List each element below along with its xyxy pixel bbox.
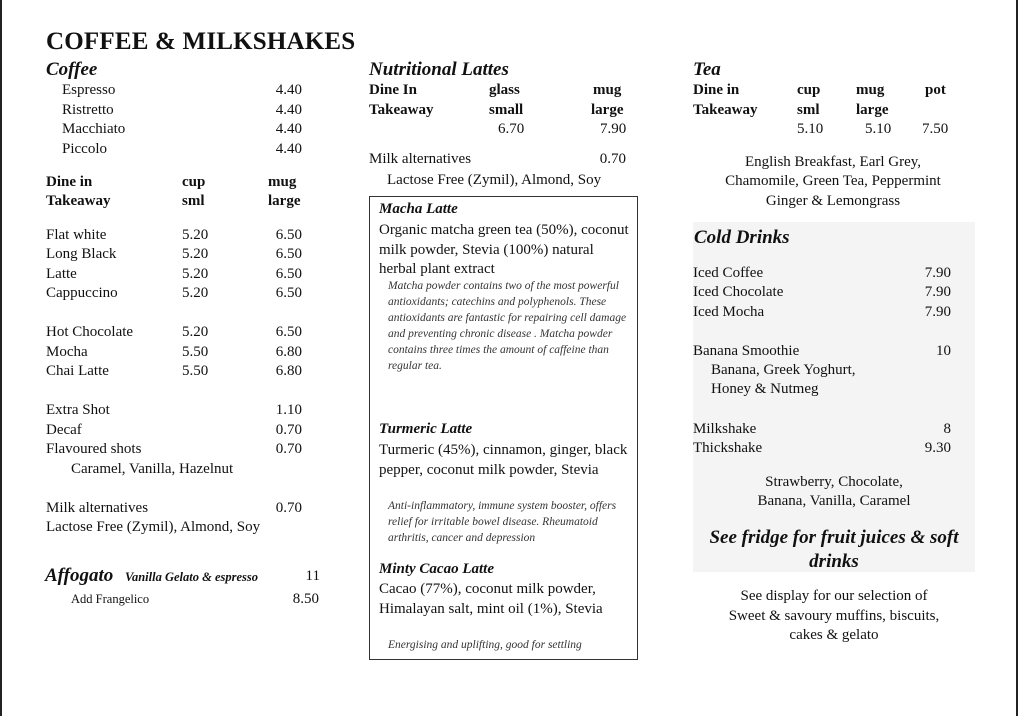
sml-label: sml xyxy=(182,193,205,209)
macha-latte-note: Matcha powder contains two of the most powerful antioxidants; catechins and polyphenols. These antioxidants are fantastic for repairing cell damage and preventing chronic disease . Matcha powder contains three times the amount of caffeine than regular tea. xyxy=(388,280,627,372)
macha-latte-ingredients: Organic matcha green tea (50%), coconut milk powder, Stevia (100%) natural herbal plant extract xyxy=(379,222,629,278)
item-name: Iced Mocha xyxy=(693,304,765,320)
item-price-sml: 5.20 xyxy=(182,266,209,282)
milk-alt-label: Milk alternatives xyxy=(369,151,472,167)
large-label: large xyxy=(268,193,301,209)
item-name: Ristretto xyxy=(62,102,114,118)
item-price-large: 6.80 xyxy=(275,363,302,379)
frangelico-price: 8.50 xyxy=(292,591,319,607)
item-name: Latte xyxy=(46,266,77,282)
display-note-line-3: cakes & gelato xyxy=(789,627,879,643)
item-name: Piccolo xyxy=(62,141,107,157)
item-name: Iced Coffee xyxy=(693,265,764,281)
lattes-heading: Nutritional Lattes xyxy=(369,59,509,80)
takeaway-label: Takeaway xyxy=(46,193,111,209)
list-item xyxy=(62,101,302,121)
item-name: Hot Chocolate xyxy=(46,324,134,340)
cup-label: cup xyxy=(182,174,206,190)
affogato-name: Affogato xyxy=(45,565,114,586)
item-price: 7.90 xyxy=(924,304,951,320)
affogato-price: 11 xyxy=(305,568,320,584)
minty-cacao-latte-ingredients: Cacao (77%), coconut milk powder, Himalayan salt, mint oil (1%), Stevia xyxy=(379,581,603,617)
sml-label: sml xyxy=(797,102,820,118)
turmeric-latte-ingredients: Turmeric (45%), cinnamon, ginger, black pepper, coconut milk powder, Stevia xyxy=(379,442,628,478)
item-name: Thickshake xyxy=(693,440,763,456)
dine-in-label: Dine in xyxy=(46,174,93,190)
minty-cacao-latte-title: Minty Cacao Latte xyxy=(379,561,494,577)
dine-in-label: Dine in xyxy=(693,82,740,98)
takeaway-label: Takeaway xyxy=(369,102,434,118)
pot-label: pot xyxy=(925,82,946,98)
size-header-row-1 xyxy=(693,81,953,101)
display-note-line-2: Sweet & savoury muffins, biscuits, xyxy=(728,608,940,624)
item-price: 8 xyxy=(943,421,951,437)
takeaway-label: Takeaway xyxy=(693,102,758,118)
display-note-line-1: See display for our selection of xyxy=(740,588,928,604)
fridge-note-line-1: See fridge for fruit juices & soft xyxy=(709,527,959,548)
milk-alt-price: 0.70 xyxy=(599,151,626,167)
list-item xyxy=(693,264,951,284)
item-price-large: 6.50 xyxy=(275,246,302,262)
price-large: 7.90 xyxy=(600,121,627,137)
tea-varieties-line-1: English Breakfast, Earl Grey, xyxy=(744,154,922,170)
affogato-desc: Vanilla Gelato & espresso xyxy=(125,570,258,584)
size-header-row-2 xyxy=(369,101,629,121)
tea-heading: Tea xyxy=(693,59,721,80)
item-price: 7.90 xyxy=(924,265,951,281)
item-price: 4.40 xyxy=(275,102,302,118)
list-item xyxy=(62,81,302,101)
list-item xyxy=(46,362,302,382)
list-item xyxy=(62,140,302,160)
macha-latte-title: Macha Latte xyxy=(379,201,458,217)
list-item xyxy=(46,421,302,441)
cold-drinks-heading: Cold Drinks xyxy=(694,227,790,248)
glass-label: glass xyxy=(489,82,520,98)
size-header-row-2 xyxy=(693,101,953,121)
milk-alt-price: 0.70 xyxy=(275,500,302,516)
lattes-description-box xyxy=(369,196,638,660)
smoothie-desc-line-1: Banana, Greek Yoghurt, xyxy=(711,362,856,378)
list-item xyxy=(693,439,951,459)
list-item xyxy=(46,440,302,460)
list-item xyxy=(693,283,951,303)
affogato-row xyxy=(45,565,320,589)
list-item xyxy=(46,343,302,363)
lattes-milk-alt-row xyxy=(369,150,626,170)
cup-label: cup xyxy=(797,82,821,98)
item-price: 1.10 xyxy=(275,402,302,418)
item-price-sml: 5.50 xyxy=(182,363,209,379)
list-item xyxy=(62,120,302,140)
item-price: 0.70 xyxy=(275,422,302,438)
turmeric-latte-title: Turmeric Latte xyxy=(379,421,473,437)
item-name: Flavoured shots xyxy=(46,441,142,457)
lattes-prices-row xyxy=(369,120,629,140)
item-price: 4.40 xyxy=(275,82,302,98)
turmeric-latte-note: Anti-inflammatory, immune system booster, offers relief for irritable bowel disease. Rheumatoid arthritis, cancer and depression xyxy=(388,500,617,544)
mug-label: mug xyxy=(268,174,297,190)
item-price-sml: 5.20 xyxy=(182,246,209,262)
item-price: 10 xyxy=(936,343,951,359)
item-name: Mocha xyxy=(46,344,88,360)
list-item xyxy=(46,226,302,246)
list-item xyxy=(46,323,302,343)
item-price-large: 6.50 xyxy=(275,227,302,243)
item-price: 0.70 xyxy=(275,441,302,457)
item-price-sml: 5.20 xyxy=(182,285,209,301)
shake-flavours-line-2: Banana, Vanilla, Caramel xyxy=(757,493,911,509)
item-price-sml: 5.20 xyxy=(182,227,209,243)
list-item xyxy=(46,245,302,265)
size-header-row-2 xyxy=(46,192,306,212)
mug-label: mug xyxy=(856,82,885,98)
list-item xyxy=(46,284,302,304)
large-label: large xyxy=(591,102,624,118)
tea-prices-row xyxy=(693,120,953,140)
item-name: Flat white xyxy=(46,227,107,243)
large-label: large xyxy=(856,102,889,118)
item-name: Chai Latte xyxy=(46,363,109,379)
size-header-row-1 xyxy=(46,173,306,193)
item-name: Decaf xyxy=(46,422,82,438)
list-item xyxy=(693,420,951,440)
smoothie-desc-line-2: Honey & Nutmeg xyxy=(711,381,819,397)
list-item xyxy=(46,265,302,285)
item-price: 9.30 xyxy=(924,440,951,456)
item-price-sml: 5.20 xyxy=(182,324,209,340)
milk-alt-label: Milk alternatives xyxy=(46,500,149,516)
item-name: Long Black xyxy=(46,246,117,262)
frangelico-row xyxy=(71,591,319,609)
minty-cacao-latte-note: Energising and uplifting, good for settling xyxy=(388,639,582,651)
milk-alternatives-row xyxy=(46,499,302,519)
item-name: Espresso xyxy=(62,82,116,98)
item-name: Iced Chocolate xyxy=(693,284,784,300)
list-item xyxy=(46,401,302,421)
flavour-options: Caramel, Vanilla, Hazelnut xyxy=(71,461,234,477)
page-border-left xyxy=(0,0,2,716)
item-price-large: 6.80 xyxy=(275,344,302,360)
item-price: 4.40 xyxy=(275,121,302,137)
size-header-row-1 xyxy=(369,81,629,101)
item-name: Macchiato xyxy=(62,121,126,137)
item-price: 7.90 xyxy=(924,284,951,300)
mug-label: mug xyxy=(593,82,622,98)
menu-title: COFFEE & MILKSHAKES xyxy=(46,28,356,55)
shake-flavours-line-1: Strawberry, Chocolate, xyxy=(765,474,903,490)
item-name: Milkshake xyxy=(693,421,757,437)
small-label: small xyxy=(489,102,524,118)
fridge-note-line-2: drinks xyxy=(809,551,859,572)
item-price-sml: 5.50 xyxy=(182,344,209,360)
price-small: 6.70 xyxy=(498,121,525,137)
milk-alt-options: Lactose Free (Zymil), Almond, Soy xyxy=(46,519,261,535)
tea-varieties-line-2: Chamomile, Green Tea, Peppermint xyxy=(725,173,941,189)
item-price-large: 6.50 xyxy=(275,285,302,301)
item-name: Cappuccino xyxy=(46,285,118,301)
item-price: 4.40 xyxy=(275,141,302,157)
frangelico-label: Add Frangelico xyxy=(71,592,150,606)
dine-in-label: Dine In xyxy=(369,82,417,98)
item-price-large: 6.50 xyxy=(275,266,302,282)
price-pot: 7.50 xyxy=(922,121,949,137)
list-item xyxy=(693,303,951,323)
price-mug: 5.10 xyxy=(865,121,892,137)
coffee-heading: Coffee xyxy=(46,59,98,80)
item-name: Extra Shot xyxy=(46,402,110,418)
item-name: Banana Smoothie xyxy=(693,343,800,359)
banana-smoothie-row xyxy=(693,342,951,362)
price-cup: 5.10 xyxy=(797,121,824,137)
tea-varieties-line-3: Ginger & Lemongrass xyxy=(765,193,901,209)
lattes-milk-alt-options: Lactose Free (Zymil), Almond, Soy xyxy=(387,172,602,188)
item-price-large: 6.50 xyxy=(275,324,302,340)
